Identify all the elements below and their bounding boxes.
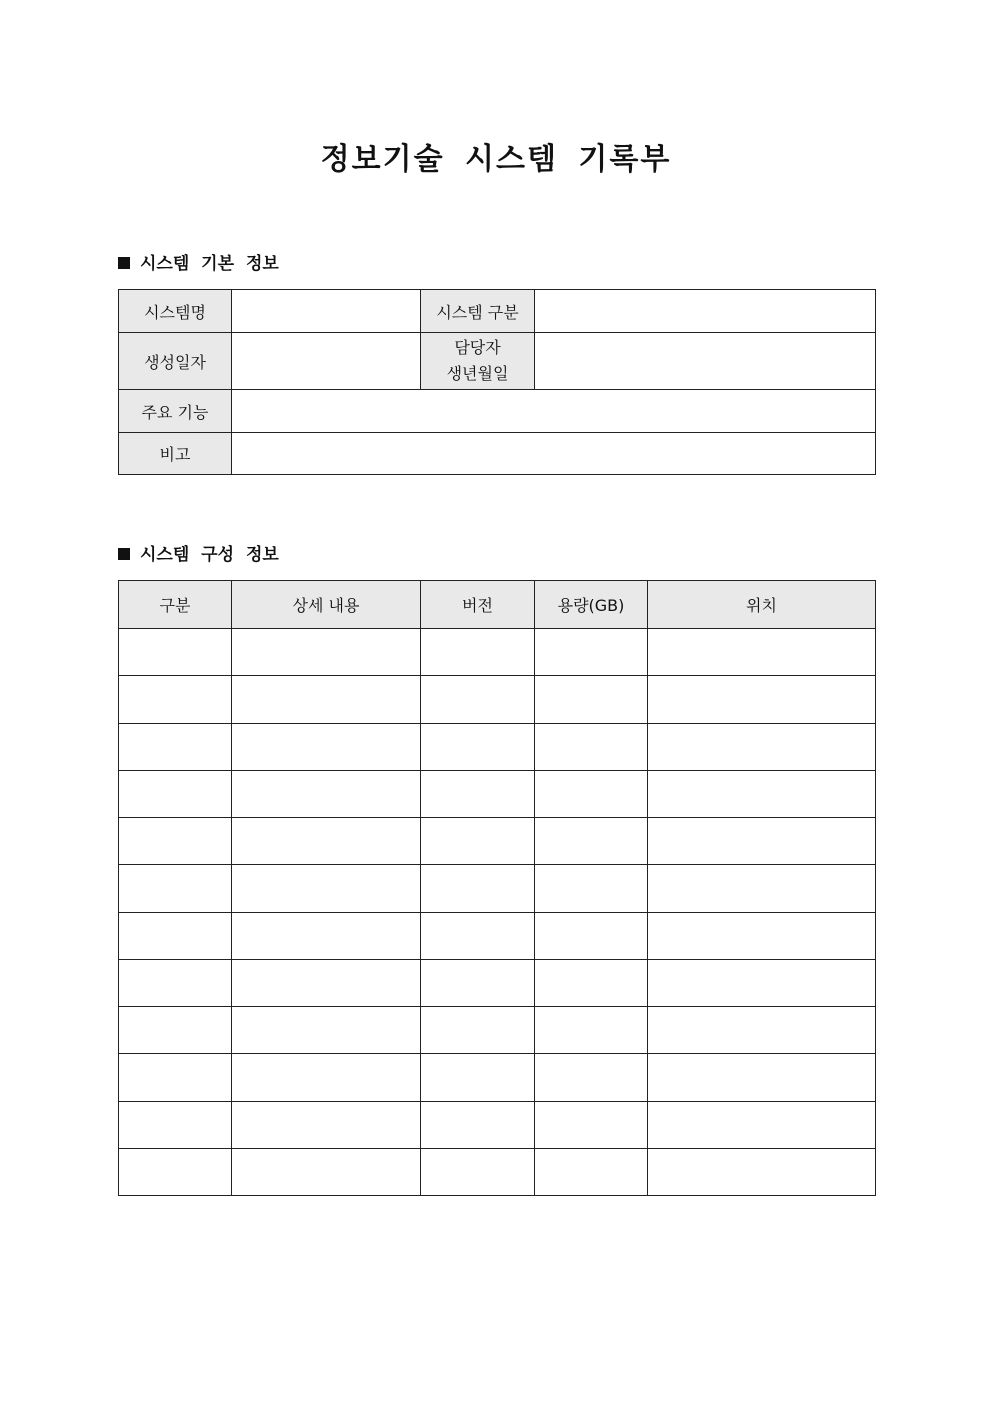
table-cell-category[interactable] bbox=[119, 629, 232, 676]
column-header-capacity: 용량(GB) bbox=[535, 581, 648, 629]
table-cell-details[interactable] bbox=[232, 865, 421, 912]
table-cell-location[interactable] bbox=[648, 1054, 876, 1101]
table-cell-location[interactable] bbox=[648, 770, 876, 817]
column-header-category: 구분 bbox=[119, 581, 232, 629]
table-cell-version[interactable] bbox=[421, 629, 535, 676]
table-cell-details[interactable] bbox=[232, 723, 421, 770]
table-row bbox=[119, 865, 876, 912]
table-row bbox=[119, 818, 876, 865]
table-row bbox=[119, 912, 876, 959]
table-cell-details[interactable] bbox=[232, 676, 421, 723]
table-cell-location[interactable] bbox=[648, 676, 876, 723]
table-cell-capacity[interactable] bbox=[535, 959, 648, 1006]
table-cell-category[interactable] bbox=[119, 1148, 232, 1195]
table-cell-category[interactable] bbox=[119, 865, 232, 912]
table-cell-location[interactable] bbox=[648, 629, 876, 676]
table-cell-details[interactable] bbox=[232, 1148, 421, 1195]
page-title: 정보기술 시스템 기록부 bbox=[320, 142, 672, 177]
table-cell-version[interactable] bbox=[421, 1101, 535, 1148]
table-cell-capacity[interactable] bbox=[535, 1101, 648, 1148]
table-cell-details[interactable] bbox=[232, 629, 421, 676]
table-cell-location[interactable] bbox=[648, 912, 876, 959]
table-cell-version[interactable] bbox=[421, 1054, 535, 1101]
config-table bbox=[118, 580, 876, 1196]
table-cell-location[interactable] bbox=[648, 818, 876, 865]
table-cell-category[interactable] bbox=[119, 723, 232, 770]
table-cell-details[interactable] bbox=[232, 1007, 421, 1054]
column-header-version: 버전 bbox=[421, 581, 535, 629]
table-cell-version[interactable] bbox=[421, 912, 535, 959]
manager-birthdate-field[interactable] bbox=[535, 333, 876, 390]
table-row bbox=[119, 959, 876, 1006]
main-function-field[interactable] bbox=[232, 390, 876, 433]
table-cell-capacity[interactable] bbox=[535, 818, 648, 865]
section-heading-text: 시스템 기본 정보 bbox=[140, 254, 279, 274]
table-cell-version[interactable] bbox=[421, 959, 535, 1006]
table-cell-version[interactable] bbox=[421, 865, 535, 912]
table-row bbox=[119, 676, 876, 723]
table-cell-details[interactable] bbox=[232, 912, 421, 959]
table-cell-version[interactable] bbox=[421, 1007, 535, 1054]
table-cell-version[interactable] bbox=[421, 1148, 535, 1195]
table-cell-details[interactable] bbox=[232, 1101, 421, 1148]
square-bullet-icon bbox=[118, 257, 130, 269]
system-name-label: 시스템명 bbox=[119, 290, 232, 333]
config-header-row bbox=[119, 581, 876, 629]
remarks-field[interactable] bbox=[232, 433, 876, 475]
manager-label-line2: 생년월일 bbox=[446, 364, 509, 383]
table-cell-capacity[interactable] bbox=[535, 1007, 648, 1054]
creation-date-label: 생성일자 bbox=[119, 333, 232, 390]
manager-label-line1: 담당자 bbox=[454, 338, 501, 357]
table-cell-category[interactable] bbox=[119, 770, 232, 817]
manager-birthdate-label bbox=[421, 333, 535, 390]
table-cell-category[interactable] bbox=[119, 818, 232, 865]
table-cell-location[interactable] bbox=[648, 1148, 876, 1195]
table-row bbox=[119, 723, 876, 770]
table-cell-capacity[interactable] bbox=[535, 1054, 648, 1101]
section-heading-text: 시스템 구성 정보 bbox=[140, 545, 279, 565]
remarks-label: 비고 bbox=[119, 433, 232, 475]
table-cell-capacity[interactable] bbox=[535, 723, 648, 770]
basic-info-table bbox=[118, 289, 876, 475]
system-type-label: 시스템 구분 bbox=[421, 290, 535, 333]
table-cell-category[interactable] bbox=[119, 1101, 232, 1148]
creation-date-field[interactable] bbox=[232, 333, 421, 390]
table-cell-details[interactable] bbox=[232, 1054, 421, 1101]
table-cell-capacity[interactable] bbox=[535, 865, 648, 912]
table-cell-category[interactable] bbox=[119, 959, 232, 1006]
section-heading-basic-info bbox=[118, 252, 279, 276]
table-row bbox=[119, 1007, 876, 1054]
table-cell-location[interactable] bbox=[648, 723, 876, 770]
table-row bbox=[119, 629, 876, 676]
square-bullet-icon bbox=[118, 548, 130, 560]
table-cell-details[interactable] bbox=[232, 959, 421, 1006]
column-header-location: 위치 bbox=[648, 581, 876, 629]
column-header-details: 상세 내용 bbox=[232, 581, 421, 629]
table-cell-category[interactable] bbox=[119, 1054, 232, 1101]
table-cell-location[interactable] bbox=[648, 1101, 876, 1148]
table-row bbox=[119, 770, 876, 817]
table-row bbox=[119, 1054, 876, 1101]
table-cell-category[interactable] bbox=[119, 1007, 232, 1054]
system-name-field[interactable] bbox=[232, 290, 421, 333]
table-cell-capacity[interactable] bbox=[535, 770, 648, 817]
table-cell-version[interactable] bbox=[421, 770, 535, 817]
table-cell-category[interactable] bbox=[119, 676, 232, 723]
table-cell-details[interactable] bbox=[232, 770, 421, 817]
table-cell-location[interactable] bbox=[648, 865, 876, 912]
table-row bbox=[119, 1148, 876, 1195]
table-cell-capacity[interactable] bbox=[535, 912, 648, 959]
table-cell-capacity[interactable] bbox=[535, 1148, 648, 1195]
table-cell-category[interactable] bbox=[119, 912, 232, 959]
main-function-label: 주요 기능 bbox=[119, 390, 232, 433]
table-cell-version[interactable] bbox=[421, 676, 535, 723]
table-cell-location[interactable] bbox=[648, 959, 876, 1006]
section-heading-config-info bbox=[118, 543, 279, 567]
table-cell-capacity[interactable] bbox=[535, 629, 648, 676]
table-cell-version[interactable] bbox=[421, 818, 535, 865]
table-cell-location[interactable] bbox=[648, 1007, 876, 1054]
table-row bbox=[119, 1101, 876, 1148]
table-cell-details[interactable] bbox=[232, 818, 421, 865]
config-table-body bbox=[119, 629, 876, 1196]
table-cell-capacity[interactable] bbox=[535, 676, 648, 723]
table-cell-version[interactable] bbox=[421, 723, 535, 770]
system-type-field[interactable] bbox=[535, 290, 876, 333]
